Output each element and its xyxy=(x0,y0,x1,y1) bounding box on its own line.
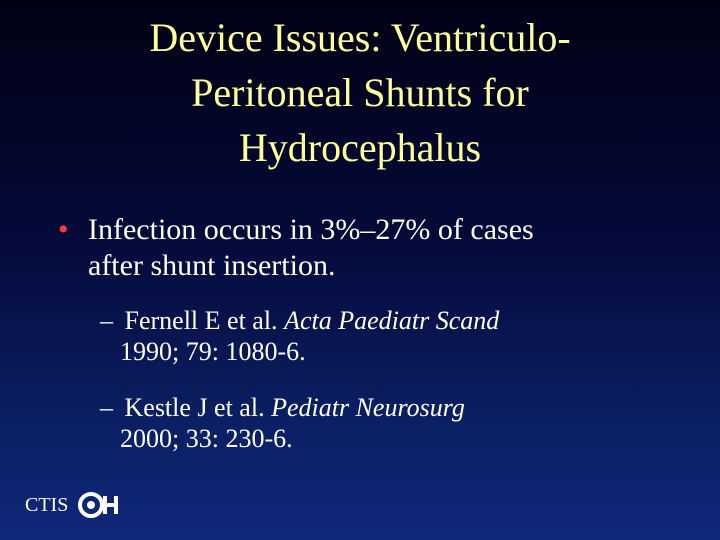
reference-authors: Kestle J et al. xyxy=(124,393,265,422)
main-bullet xyxy=(58,212,698,284)
title-line-3: Hydrocephalus xyxy=(238,125,482,170)
title-line-1: Device Issues: Ventriculo- xyxy=(149,15,571,60)
reference-journal: Pediatr Neurosurg xyxy=(271,393,465,422)
slide-footer xyxy=(25,490,120,520)
ctis-logo-icon xyxy=(78,490,120,520)
slide-title xyxy=(60,10,660,175)
dash-marker: – xyxy=(100,306,113,335)
reference-item xyxy=(100,305,660,367)
bullet-line-2: after shunt insertion. xyxy=(88,249,336,282)
footer-label: CTIS xyxy=(25,493,69,516)
dash-marker: – xyxy=(100,393,113,422)
title-line-2: Peritoneal Shunts for xyxy=(191,70,529,115)
reference-citation: 1990; 79: 1080-6. xyxy=(120,337,306,366)
reference-item xyxy=(100,392,660,454)
bullet-line-1: Infection occurs in 3%–27% of cases xyxy=(88,213,534,246)
reference-authors: Fernell E et al. xyxy=(124,306,278,335)
reference-journal: Acta Paediatr Scand xyxy=(284,306,500,335)
bullet-dot-icon: • xyxy=(58,213,69,246)
reference-citation: 2000; 33: 230-6. xyxy=(120,424,293,453)
